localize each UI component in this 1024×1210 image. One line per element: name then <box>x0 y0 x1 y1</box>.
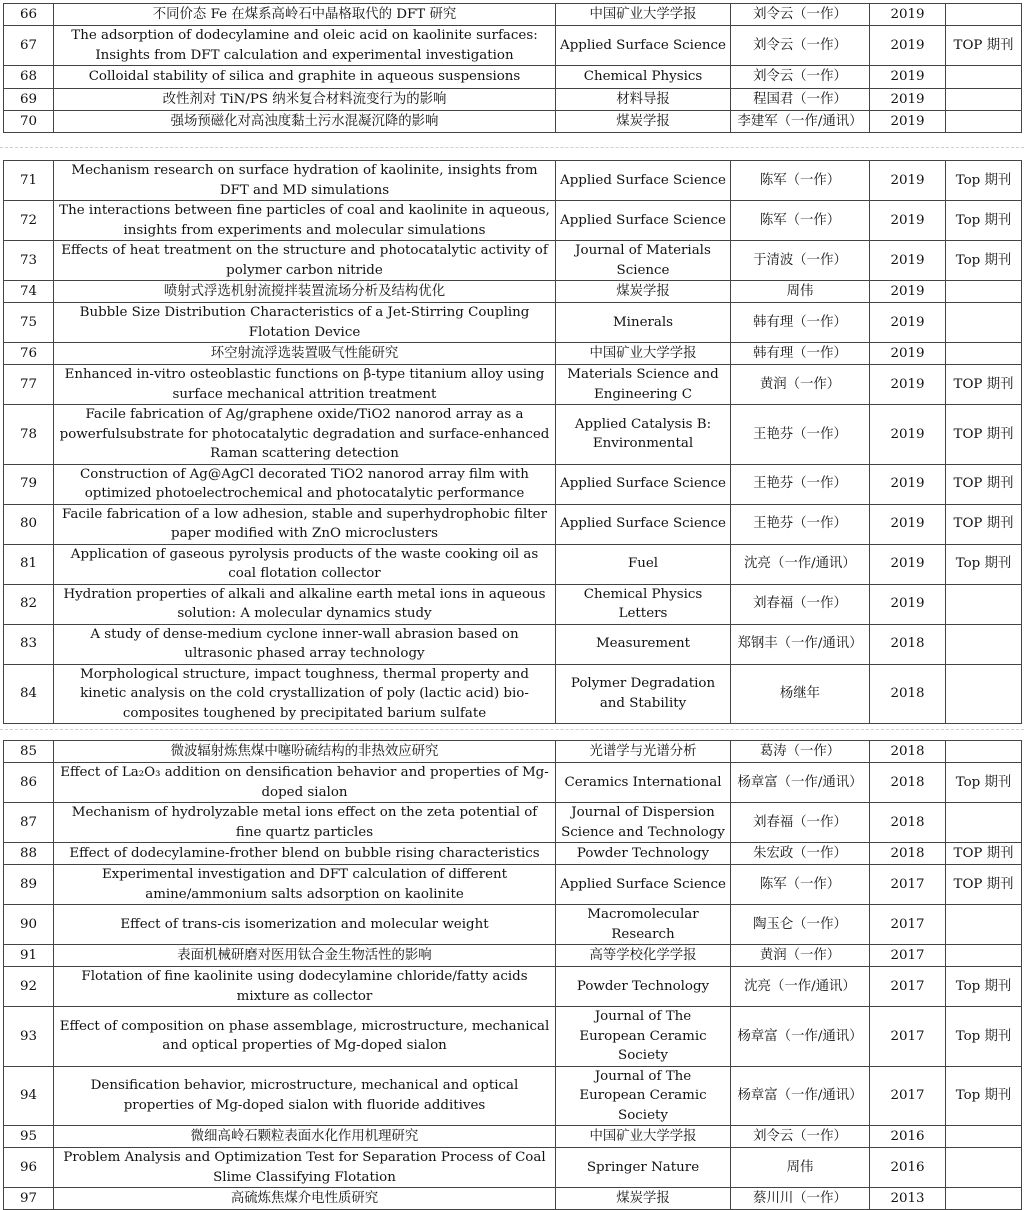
row-number: 93 <box>4 1007 54 1067</box>
publication-table <box>3 740 1022 1210</box>
table-row <box>4 843 1022 865</box>
journal-name: Chemical Physics Letters <box>556 584 731 624</box>
table-row <box>4 66 1022 89</box>
table-row <box>4 241 1022 281</box>
paper-title: 表面机械研磨对医用钛合金生物活性的影响 <box>54 945 556 967</box>
journal-name: 高等学校化学学报 <box>556 945 731 967</box>
paper-title: Facile fabrication of a low adhesion, stable and superhydrophobic filter paper modified with ZnO microclusters <box>54 504 556 544</box>
journal-name: 光谱学与光谱分析 <box>556 741 731 763</box>
author-name: 刘令云（一作） <box>731 26 870 66</box>
table-row <box>4 405 1022 465</box>
author-name: 韩有理（一作） <box>731 343 870 365</box>
author-name: 韩有理（一作） <box>731 303 870 343</box>
publication-year: 2018 <box>870 763 946 803</box>
journal-name: 中国矿业大学学报 <box>556 343 731 365</box>
row-number: 78 <box>4 405 54 465</box>
row-number: 68 <box>4 66 54 89</box>
journal-name: Macromolecular Research <box>556 905 731 945</box>
paper-title: 不同价态 Fe 在煤系高岭石中晶格取代的 DFT 研究 <box>54 4 556 26</box>
paper-title: Enhanced in-vitro osteoblastic functions on β-type titanium alloy using surface mechanical attrition treatment <box>54 365 556 405</box>
journal-name: Applied Surface Science <box>556 865 731 905</box>
paper-title: Facile fabrication of Ag/graphene oxide/TiO2 nanorod array as a powerfulsubstrate for photocatalytic degradation and surface-enhanced Raman scattering detection <box>54 405 556 465</box>
journal-name: Measurement <box>556 624 731 664</box>
journal-rank-note: TOP 期刊 <box>946 464 1022 504</box>
journal-name: 煤炭学报 <box>556 281 731 303</box>
row-number: 73 <box>4 241 54 281</box>
table-row <box>4 343 1022 365</box>
table-row <box>4 89 1022 111</box>
journal-name: Applied Surface Science <box>556 26 731 66</box>
table-row <box>4 664 1022 724</box>
paper-title: Problem Analysis and Optimization Test for Separation Process of Coal Slime Classifying Flotation <box>54 1148 556 1188</box>
journal-name: Applied Catalysis B: Environmental <box>556 405 731 465</box>
table-row <box>4 1126 1022 1148</box>
publication-year: 2016 <box>870 1126 946 1148</box>
publication-table-part-2 <box>3 160 1021 724</box>
row-number: 71 <box>4 161 54 201</box>
row-number: 97 <box>4 1188 54 1210</box>
journal-rank-note: Top 期刊 <box>946 241 1022 281</box>
journal-rank-note <box>946 66 1022 89</box>
table-row <box>4 303 1022 343</box>
paper-title: Effect of La₂O₃ addition on densification behavior and properties of Mg-doped sialon <box>54 763 556 803</box>
row-number: 84 <box>4 664 54 724</box>
row-number: 80 <box>4 504 54 544</box>
journal-rank-note: Top 期刊 <box>946 967 1022 1007</box>
publication-year: 2017 <box>870 1007 946 1067</box>
journal-name: Chemical Physics <box>556 66 731 89</box>
journal-rank-note: TOP 期刊 <box>946 843 1022 865</box>
publication-year: 2019 <box>870 89 946 111</box>
journal-rank-note: Top 期刊 <box>946 544 1022 584</box>
author-name: 李建军（一作/通讯） <box>731 111 870 133</box>
author-name: 周伟 <box>731 1148 870 1188</box>
table-row <box>4 905 1022 945</box>
publication-year: 2019 <box>870 281 946 303</box>
row-number: 66 <box>4 4 54 26</box>
journal-name: Powder Technology <box>556 967 731 1007</box>
journal-name: Applied Surface Science <box>556 201 731 241</box>
publication-table <box>3 160 1022 724</box>
journal-rank-note: Top 期刊 <box>946 1066 1022 1126</box>
journal-name: Ceramics International <box>556 763 731 803</box>
paper-title: 高硫炼焦煤介电性质研究 <box>54 1188 556 1210</box>
author-name: 陶玉仑（一作） <box>731 905 870 945</box>
paper-title: Effect of dodecylamine-frother blend on bubble rising characteristics <box>54 843 556 865</box>
journal-rank-note <box>946 89 1022 111</box>
paper-title: Morphological structure, impact toughness, thermal property and kinetic analysis on the cold crystallization of poly (lactic acid) bio-composites toughened by precipitated barium sulfate <box>54 664 556 724</box>
journal-name: 煤炭学报 <box>556 111 731 133</box>
publication-year: 2019 <box>870 161 946 201</box>
journal-rank-note <box>946 664 1022 724</box>
row-number: 96 <box>4 1148 54 1188</box>
paper-title: 微波辐射炼焦煤中噻吩硫结构的非热效应研究 <box>54 741 556 763</box>
author-name: 杨继年 <box>731 664 870 724</box>
paper-title: 喷射式浮选机射流搅拌装置流场分析及结构优化 <box>54 281 556 303</box>
author-name: 于清波（一作） <box>731 241 870 281</box>
publication-year: 2018 <box>870 664 946 724</box>
row-number: 77 <box>4 365 54 405</box>
table-row <box>4 1007 1022 1067</box>
author-name: 沈亮（一作/通讯） <box>731 967 870 1007</box>
author-name: 刘春福（一作） <box>731 803 870 843</box>
table-row <box>4 4 1022 26</box>
row-number: 76 <box>4 343 54 365</box>
publication-year: 2017 <box>870 865 946 905</box>
paper-title: Effects of heat treatment on the structure and photocatalytic activity of polymer carbon nitride <box>54 241 556 281</box>
row-number: 81 <box>4 544 54 584</box>
paper-title: 改性剂对 TiN/PS 纳米复合材料流变行为的影响 <box>54 89 556 111</box>
table-row <box>4 967 1022 1007</box>
paper-title: Flotation of fine kaolinite using dodecylamine chloride/fatty acids mixture as collector <box>54 967 556 1007</box>
publication-year: 2019 <box>870 343 946 365</box>
table-row <box>4 281 1022 303</box>
author-name: 刘令云（一作） <box>731 66 870 89</box>
journal-rank-note: Top 期刊 <box>946 1007 1022 1067</box>
paper-title: Colloidal stability of silica and graphite in aqueous suspensions <box>54 66 556 89</box>
table-row <box>4 26 1022 66</box>
publication-year: 2018 <box>870 843 946 865</box>
journal-rank-note: Top 期刊 <box>946 161 1022 201</box>
publication-year: 2019 <box>870 365 946 405</box>
table-row <box>4 945 1022 967</box>
journal-name: Applied Surface Science <box>556 464 731 504</box>
publication-table-part-3 <box>3 740 1021 1210</box>
paper-title: The adsorption of dodecylamine and oleic acid on kaolinite surfaces: Insights from DFT calculation and experimental investigation <box>54 26 556 66</box>
journal-rank-note <box>946 1188 1022 1210</box>
publication-year: 2013 <box>870 1188 946 1210</box>
journal-name: Journal of Materials Science <box>556 241 731 281</box>
table-row <box>4 544 1022 584</box>
journal-rank-note: Top 期刊 <box>946 201 1022 241</box>
paper-title: Experimental investigation and DFT calculation of different amine/ammonium salts adsorption on kaolinite <box>54 865 556 905</box>
author-name: 陈军（一作） <box>731 201 870 241</box>
journal-rank-note: TOP 期刊 <box>946 26 1022 66</box>
author-name: 王艳芬（一作） <box>731 464 870 504</box>
publication-year: 2017 <box>870 967 946 1007</box>
publication-year: 2019 <box>870 584 946 624</box>
journal-name: 中国矿业大学学报 <box>556 1126 731 1148</box>
journal-rank-note: Top 期刊 <box>946 763 1022 803</box>
row-number: 83 <box>4 624 54 664</box>
journal-name: Journal of Dispersion Science and Technology <box>556 803 731 843</box>
paper-title: Bubble Size Distribution Characteristics of a Jet-Stirring Coupling Flotation Device <box>54 303 556 343</box>
publication-year: 2019 <box>870 26 946 66</box>
row-number: 75 <box>4 303 54 343</box>
author-name: 朱宏政（一作） <box>731 843 870 865</box>
journal-name: Materials Science and Engineering C <box>556 365 731 405</box>
row-number: 95 <box>4 1126 54 1148</box>
publication-year: 2019 <box>870 464 946 504</box>
row-number: 85 <box>4 741 54 763</box>
journal-name: 煤炭学报 <box>556 1188 731 1210</box>
publication-year: 2018 <box>870 741 946 763</box>
paper-title: 强场预磁化对高浊度黏土污水混凝沉降的影响 <box>54 111 556 133</box>
journal-rank-note <box>946 741 1022 763</box>
journal-name: Polymer Degradation and Stability <box>556 664 731 724</box>
journal-name: Applied Surface Science <box>556 161 731 201</box>
row-number: 74 <box>4 281 54 303</box>
row-number: 67 <box>4 26 54 66</box>
author-name: 程国君（一作） <box>731 89 870 111</box>
author-name: 周伟 <box>731 281 870 303</box>
row-number: 79 <box>4 464 54 504</box>
table-row <box>4 365 1022 405</box>
publication-year: 2019 <box>870 4 946 26</box>
journal-rank-note <box>946 1126 1022 1148</box>
table-row <box>4 763 1022 803</box>
journal-name: Minerals <box>556 303 731 343</box>
row-number: 91 <box>4 945 54 967</box>
journal-name: Powder Technology <box>556 843 731 865</box>
publication-year: 2016 <box>870 1148 946 1188</box>
table-row <box>4 865 1022 905</box>
publication-year: 2019 <box>870 504 946 544</box>
author-name: 杨章富（一作/通讯） <box>731 763 870 803</box>
row-number: 94 <box>4 1066 54 1126</box>
author-name: 郑钢丰（一作/通讯） <box>731 624 870 664</box>
author-name: 杨章富（一作/通讯） <box>731 1066 870 1126</box>
row-number: 70 <box>4 111 54 133</box>
table-row <box>4 504 1022 544</box>
table-row <box>4 464 1022 504</box>
publication-year: 2018 <box>870 803 946 843</box>
author-name: 杨章富（一作/通讯） <box>731 1007 870 1067</box>
author-name: 沈亮（一作/通讯） <box>731 544 870 584</box>
publication-year: 2019 <box>870 303 946 343</box>
row-number: 87 <box>4 803 54 843</box>
paper-title: A study of dense-medium cyclone inner-wall abrasion based on ultrasonic phased array technology <box>54 624 556 664</box>
paper-title: Construction of Ag@AgCl decorated TiO2 nanorod array film with optimized photoelectrochemical and photocatalytic performance <box>54 464 556 504</box>
journal-rank-note <box>946 584 1022 624</box>
paper-title: Mechanism of hydrolyzable metal ions effect on the zeta potential of fine quartz particles <box>54 803 556 843</box>
publication-year: 2019 <box>870 111 946 133</box>
table-row <box>4 1148 1022 1188</box>
author-name: 陈军（一作） <box>731 161 870 201</box>
author-name: 王艳芬（一作） <box>731 405 870 465</box>
paper-title: 微细高岭石颗粒表面水化作用机理研究 <box>54 1126 556 1148</box>
table-row <box>4 111 1022 133</box>
paper-title: 环空射流浮选装置吸气性能研究 <box>54 343 556 365</box>
journal-rank-note <box>946 111 1022 133</box>
author-name: 蔡川川（一作） <box>731 1188 870 1210</box>
publication-year: 2019 <box>870 544 946 584</box>
table-row <box>4 1066 1022 1126</box>
journal-name: 中国矿业大学学报 <box>556 4 731 26</box>
publication-year: 2017 <box>870 1066 946 1126</box>
publication-year: 2019 <box>870 405 946 465</box>
publication-year: 2019 <box>870 201 946 241</box>
row-number: 88 <box>4 843 54 865</box>
publication-year: 2017 <box>870 905 946 945</box>
paper-title: Effect of composition on phase assemblage, microstructure, mechanical and optical properties of Mg-doped sialon <box>54 1007 556 1067</box>
row-number: 90 <box>4 905 54 945</box>
publication-year: 2018 <box>870 624 946 664</box>
journal-name: Fuel <box>556 544 731 584</box>
table-row <box>4 161 1022 201</box>
table-row <box>4 1188 1022 1210</box>
table-row <box>4 803 1022 843</box>
table-row <box>4 584 1022 624</box>
publication-table <box>3 3 1022 133</box>
publication-year: 2017 <box>870 945 946 967</box>
journal-rank-note: TOP 期刊 <box>946 405 1022 465</box>
journal-rank-note: TOP 期刊 <box>946 365 1022 405</box>
paper-title: The interactions between fine particles of coal and kaolinite in aqueous, insights from experiments and molecular simulations <box>54 201 556 241</box>
publication-year: 2019 <box>870 66 946 89</box>
author-name: 黄润（一作） <box>731 945 870 967</box>
publication-year: 2019 <box>870 241 946 281</box>
row-number: 89 <box>4 865 54 905</box>
journal-rank-note <box>946 624 1022 664</box>
paper-title: Hydration properties of alkali and alkaline earth metal ions in aqueous solution: A molecular dynamics study <box>54 584 556 624</box>
journal-rank-note <box>946 1148 1022 1188</box>
paper-title: Effect of trans-cis isomerization and molecular weight <box>54 905 556 945</box>
journal-rank-note: TOP 期刊 <box>946 504 1022 544</box>
row-number: 86 <box>4 763 54 803</box>
author-name: 黄润（一作） <box>731 365 870 405</box>
journal-name: Journal of The European Ceramic Society <box>556 1066 731 1126</box>
journal-rank-note <box>946 4 1022 26</box>
row-number: 72 <box>4 201 54 241</box>
row-number: 69 <box>4 89 54 111</box>
row-number: 92 <box>4 967 54 1007</box>
journal-name: 材料导报 <box>556 89 731 111</box>
journal-rank-note <box>946 905 1022 945</box>
row-number: 82 <box>4 584 54 624</box>
journal-name: Journal of The European Ceramic Society <box>556 1007 731 1067</box>
journal-rank-note <box>946 945 1022 967</box>
paper-title: Densification behavior, microstructure, mechanical and optical properties of Mg-doped sialon with fluoride additives <box>54 1066 556 1126</box>
table-row <box>4 201 1022 241</box>
publication-table-part-1 <box>3 3 1021 133</box>
author-name: 刘令云（一作） <box>731 4 870 26</box>
author-name: 王艳芬（一作） <box>731 504 870 544</box>
journal-rank-note <box>946 303 1022 343</box>
journal-name: Springer Nature <box>556 1148 731 1188</box>
table-row <box>4 624 1022 664</box>
journal-rank-note <box>946 803 1022 843</box>
table-row <box>4 741 1022 763</box>
author-name: 陈军（一作） <box>731 865 870 905</box>
journal-rank-note <box>946 343 1022 365</box>
author-name: 刘令云（一作） <box>731 1126 870 1148</box>
journal-rank-note: TOP 期刊 <box>946 865 1022 905</box>
paper-title: Mechanism research on surface hydration of kaolinite, insights from DFT and MD simulations <box>54 161 556 201</box>
journal-rank-note <box>946 281 1022 303</box>
author-name: 刘春福（一作） <box>731 584 870 624</box>
author-name: 葛涛（一作） <box>731 741 870 763</box>
journal-name: Applied Surface Science <box>556 504 731 544</box>
paper-title: Application of gaseous pyrolysis products of the waste cooking oil as coal flotation collector <box>54 544 556 584</box>
